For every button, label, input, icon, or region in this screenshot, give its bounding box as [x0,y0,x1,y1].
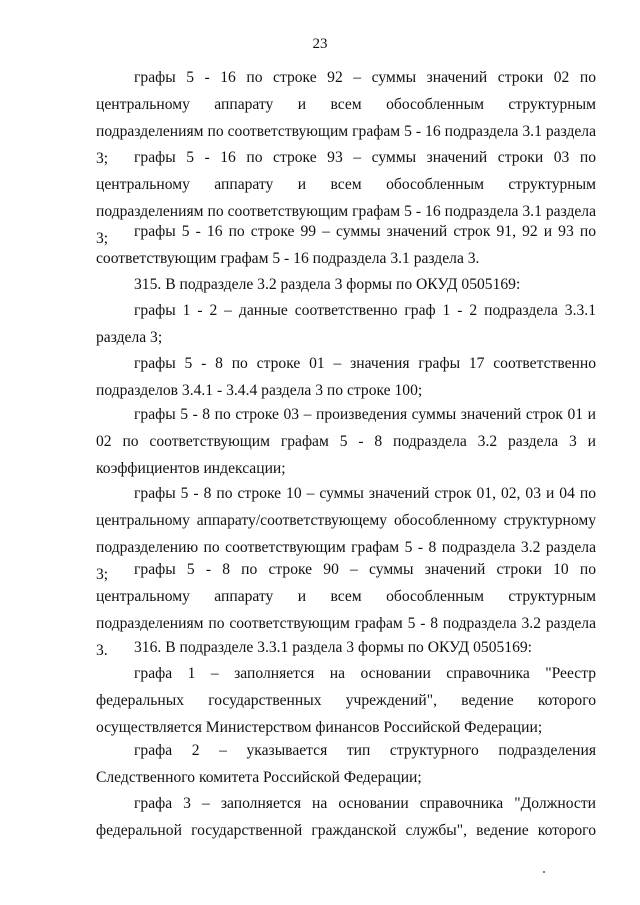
paragraph-8: графы 5 - 8 по строке 10 – суммы значений строк 01, 02, 03 и 04 по центральному аппарату/соответствующему обособленному структурному подразделению по соответствующим графам 5 - 8 подраздела 3.2 раздела 3; [96,485,596,583]
paragraph-13: графа 3 – заполняется на основании справочника "Должности федеральной государственной гражданской службы", ведение которого [96,795,596,839]
scan-speck [543,871,545,873]
paragraph-3: графы 5 - 16 по строке 99 – суммы значений строк 91, 92 и 93 по соответствующим графам 5 - 16 подраздела 3.1 раздела 3. [96,223,596,267]
paragraph-2: графы 5 - 16 по строке 93 – суммы значений строки 03 по центральному аппарату и всем обособленным структурным подразделениям по соответствующим графам 5 - 16 подраздела 3.1 раздела 3; [96,149,596,247]
paragraph-12: графа 2 – указывается тип структурного подразделения Следственного комитета Российской Федерации; [96,742,596,786]
paragraph-1: графы 5 - 16 по строке 92 – суммы значений строки 02 по центральному аппарату и всем обособленным структурным подразделениям по соответствующим графам 5 - 16 подраздела 3.1 раздела 3; [96,69,596,167]
paragraph-5: графы 1 - 2 – данные соответственно граф 1 - 2 подраздела 3.3.1 раздела 3; [96,302,596,346]
paragraph-7: графы 5 - 8 по строке 03 – произведения суммы значений строк 01 и 02 по соответствующим графам 5 - 8 подраздела 3.2 раздела 3 и коэффициентов индексации; [96,406,596,477]
page-number: 23 [312,36,328,52]
paragraph-6: графы 5 - 8 по строке 01 – значения графы 17 соответственно подразделов 3.4.1 - 3.4.4 раздела 3 по строке 100; [96,355,596,399]
paragraph-10: 316. В подразделе 3.3.1 раздела 3 формы по ОКУД 0505169: [134,639,533,656]
paragraph-9: графы 5 - 8 по строке 90 – суммы значений строки 10 по центральному аппарату и всем обособленным структурным подразделениям по соответствующим графам 5 - 8 подраздела 3.2 раздела 3. [96,561,596,659]
paragraph-11: графа 1 – заполняется на основании справочника "Реестр федеральных государственных учреждений", ведение которого осуществляется Министерством финансов Российской Федерации; [96,665,596,736]
paragraph-4: 315. В подразделе 3.2 раздела 3 формы по ОКУД 0505169: [134,276,521,293]
